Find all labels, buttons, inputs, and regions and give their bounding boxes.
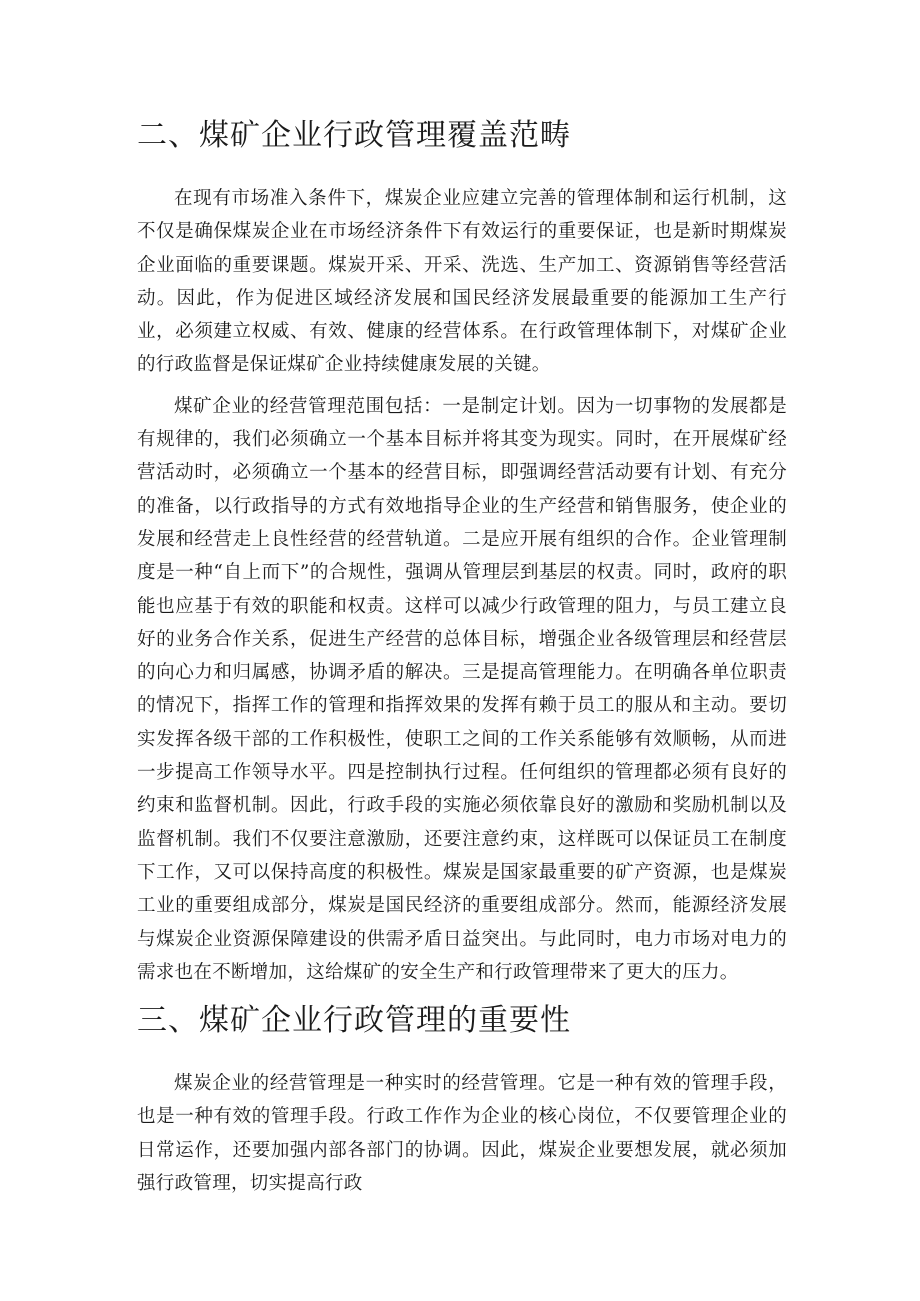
section-heading: 三、煤矿企业行政管理的重要性 <box>137 1003 571 1039</box>
body-paragraph: 煤矿企业的经营管理范围包括：一是制定计划。因为一切事物的发展都是有规律的，我们必须确立一个基本目标并将其变为现实。同时，在开展煤矿经营活动时，必须确立一个基本的经营目标，即强调经营活动要有计划、有充分的准备，以行政指导的方式有效地指导企业的生产经营和销售服务，使企业的发展和经营走上良性经营的经营轨道。二是应开展有组织的合作。企业管理制度是一种“自上而下”的合规性，强调从管理层到基层的权责。同时，政府的职能也应基于有效的职能和权责。这样可以减少行政管理的阻力，与员工建立良好的业务合作关系，促进生产经营的总体目标，增强企业各级管理层和经营层的向心力和归属感，协调矛盾的解决。三是提高管理能力。在明确各单位职责的情况下，指挥工作的管理和指挥效果的发挥有赖于员工的服从和主动。要切实发挥各级干部的工作积极性，使职工之间的工作关系能够有效顺畅，从而进一步提高工作领导水平。四是控制执行过程。任何组织的管理都必须有良好的约束和监督机制。因此，行政手段的实施必须依靠良好的激励和奖励机制以及监督机制。我们不仅要注意激励，还要注意约束，这样既可以保证员工在制度下工作，又可以保持高度的积极性。煤炭是国家最重要的矿产资源，也是煤炭工业的重要组成部分，煤炭是国民经济的重要组成部分。然而，能源经济发展与煤炭企业资源保障建设的供需矛盾日益突出。与此同时，电力市场对电力的需求也在不断增加，这给煤矿的安全生产和行政管理带来了更大的压力。 <box>137 395 787 983</box>
section-heading: 二、煤矿企业行政管理覆盖范畴 <box>137 118 571 153</box>
body-paragraph: 在现有市场准入条件下，煤炭企业应建立完善的管理体制和运行机制，这不仅是确保煤炭企业在市场经济条件下有效运行的重要保证，也是新时期煤炭企业面临的重要课题。煤炭开采、开采、洗选、生产加工、资源销售等经营活动。因此，作为促进区域经济发展和国民经济发展最重要的能源加工生产行业，必须建立权威、有效、健康的经营体系。在行政管理体制下，对煤矿企业的行政监督是保证煤矿企业持续健康发展的关键。 <box>137 188 787 376</box>
body-paragraph: 煤炭企业的经营管理是一种实时的经营管理。它是一种有效的管理手段，也是一种有效的管理手段。行政工作作为企业的核心岗位，不仅要管理企业的日常运作，还要加强内部各部门的协调。因此，煤炭企业要想发展，就必须加强行政管理，切实提高行政 <box>137 1073 787 1195</box>
